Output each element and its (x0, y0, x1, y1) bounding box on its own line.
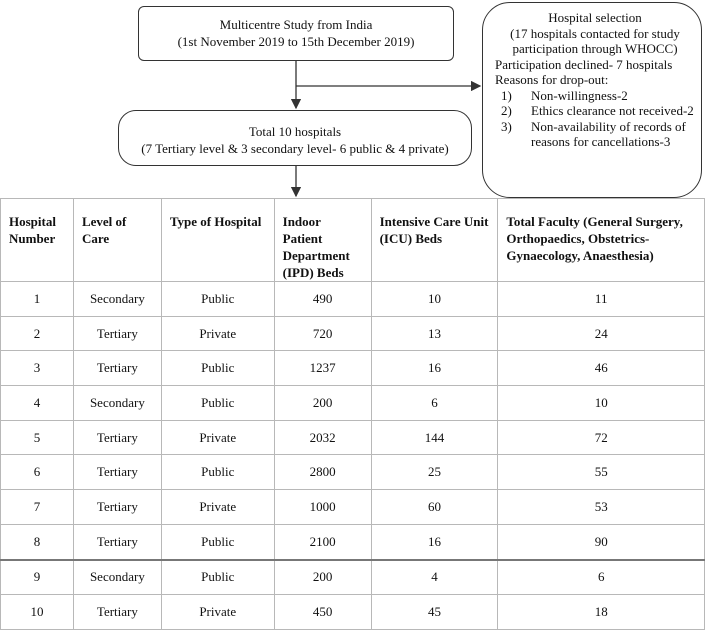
cell-faculty: 55 (498, 455, 705, 490)
table-row (1, 420, 705, 455)
cell-level: Secondary (73, 386, 161, 421)
total-title: Total 10 hospitals (248, 124, 342, 139)
total-breakdown: (7 Tertiary level & 3 secondary level- 6 public & 4 private) (141, 141, 449, 156)
cell-ipd: 720 (274, 316, 371, 351)
cell-ipd: 200 (274, 386, 371, 421)
cell-type: Public (161, 282, 274, 317)
cell-hospital-number: 2 (1, 316, 74, 351)
selection-declined: Participation declined- 7 hospitals (495, 56, 673, 72)
cell-icu: 13 (371, 316, 498, 351)
cell-faculty: 18 (498, 595, 705, 630)
reason-text: Non-willingness-2 (531, 87, 628, 103)
cell-faculty: 6 (498, 560, 705, 595)
table-row (1, 386, 705, 421)
cell-ipd: 490 (274, 282, 371, 317)
cell-level: Tertiary (73, 455, 161, 490)
cell-ipd: 1237 (274, 351, 371, 386)
header-type-of-hospital: Type of Hospital (161, 199, 274, 282)
cell-hospital-number: 7 (1, 490, 74, 525)
cell-hospital-number: 4 (1, 386, 74, 421)
cell-icu: 6 (371, 386, 498, 421)
cell-icu: 144 (371, 420, 498, 455)
cell-level: Tertiary (73, 595, 161, 630)
table-header-row (1, 199, 705, 282)
cell-icu: 60 (371, 490, 498, 525)
cell-type: Private (161, 420, 274, 455)
header-ipd-beds: Indoor Patient Department (IPD) Beds (274, 199, 371, 282)
cell-level: Tertiary (73, 420, 161, 455)
cell-ipd: 2100 (274, 524, 371, 559)
cell-level: Tertiary (73, 490, 161, 525)
flow-connectors (0, 0, 708, 210)
table-row (1, 455, 705, 490)
header-hospital-number: Hospital Number (1, 199, 74, 282)
cell-ipd: 450 (274, 595, 371, 630)
selection-contacted: (17 hospitals contacted for study participation through WHOCC) (510, 25, 680, 56)
reason-text: Non-availability of records of reasons for cancellations-3 (531, 118, 686, 149)
cell-faculty: 46 (498, 351, 705, 386)
cell-type: Public (161, 351, 274, 386)
table-row (1, 282, 705, 317)
table-row (1, 316, 705, 351)
cell-level: Tertiary (73, 524, 161, 559)
reason-text: Ethics clearance not received-2 (531, 103, 694, 118)
cell-faculty: 90 (498, 524, 705, 559)
table-row (1, 351, 705, 386)
cell-faculty: 10 (498, 386, 705, 421)
cell-faculty: 24 (498, 316, 705, 351)
header-level-of-care: Level of Care (73, 199, 161, 282)
cell-faculty: 11 (498, 282, 705, 317)
cell-level: Secondary (73, 282, 161, 317)
cell-hospital-number: 9 (1, 560, 74, 595)
selection-title: Hospital selection (548, 10, 642, 25)
table-row (1, 595, 705, 630)
cell-level: Tertiary (73, 316, 161, 351)
cell-ipd: 1000 (274, 490, 371, 525)
cell-icu: 16 (371, 524, 498, 559)
reason-number: 2) (501, 103, 512, 118)
cell-ipd: 200 (274, 560, 371, 595)
table-row (1, 490, 705, 525)
cell-hospital-number: 6 (1, 455, 74, 490)
cell-icu: 45 (371, 595, 498, 630)
cell-level: Secondary (73, 560, 161, 595)
cell-icu: 10 (371, 282, 498, 317)
cell-hospital-number: 3 (1, 351, 74, 386)
reason-number: 3) (501, 118, 512, 134)
cell-icu: 16 (371, 351, 498, 386)
cell-type: Public (161, 560, 274, 595)
reasons-heading: Reasons for drop-out: (495, 72, 609, 87)
cell-icu: 4 (371, 560, 498, 595)
cell-hospital-number: 1 (1, 282, 74, 317)
cell-hospital-number: 5 (1, 420, 74, 455)
header-total-faculty: Total Faculty (General Surgery, Orthopaedics, Obstetrics-Gynaecology, Anaesthesia) (498, 199, 705, 282)
table-row (1, 560, 705, 595)
cell-type: Public (161, 455, 274, 490)
cell-type: Public (161, 524, 274, 559)
study-title: Multicentre Study from India (219, 17, 373, 32)
cell-type: Private (161, 595, 274, 630)
cell-ipd: 2032 (274, 420, 371, 455)
cell-ipd: 2800 (274, 455, 371, 490)
cell-type: Private (161, 316, 274, 351)
study-dates: (1st November 2019 to 15th December 2019) (177, 34, 415, 49)
header-icu-beds: Intensive Care Unit (ICU) Beds (371, 199, 498, 282)
cell-faculty: 72 (498, 420, 705, 455)
cell-type: Private (161, 490, 274, 525)
cell-hospital-number: 10 (1, 595, 74, 630)
cell-faculty: 53 (498, 490, 705, 525)
cell-type: Public (161, 386, 274, 421)
cell-level: Tertiary (73, 351, 161, 386)
hospital-table (0, 198, 705, 630)
cell-hospital-number: 8 (1, 524, 74, 559)
table-row (1, 524, 705, 559)
reason-number: 1) (501, 87, 512, 103)
cell-icu: 25 (371, 455, 498, 490)
